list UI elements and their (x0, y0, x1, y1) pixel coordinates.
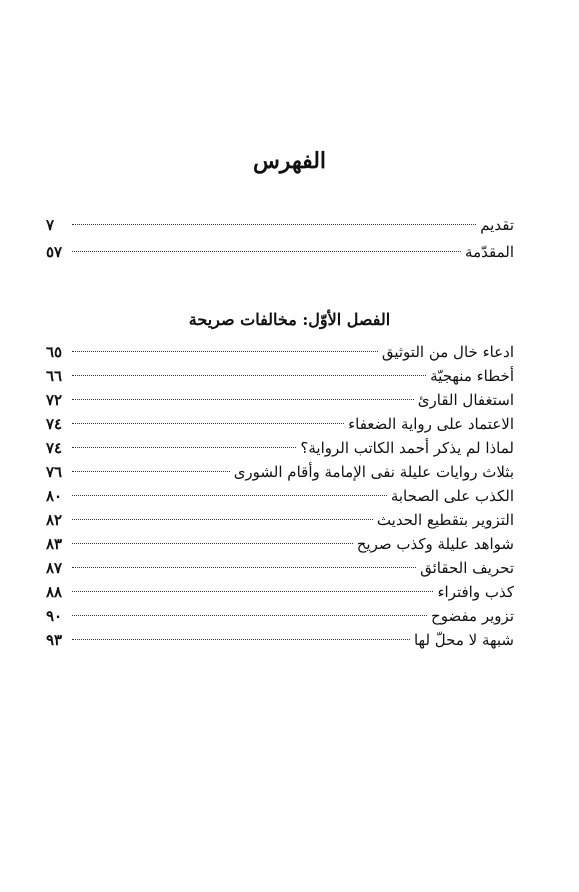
dot-leader (72, 495, 387, 496)
toc-entry-page: ٧ (46, 216, 55, 234)
toc-entry-title: ادعاء خال من التوثيق (381, 343, 514, 361)
toc-entry-title: أخطاء منهجيّة (430, 367, 514, 385)
dot-leader (72, 447, 296, 448)
toc-entry[interactable] (46, 508, 514, 532)
toc-entry[interactable] (46, 484, 514, 508)
dot-leader (72, 543, 353, 544)
toc-entry[interactable] (46, 412, 514, 436)
dot-leader (72, 375, 426, 376)
toc-entry-title: تحريف الحقائق (420, 559, 514, 577)
dot-leader (72, 471, 230, 472)
dot-leader (72, 224, 476, 225)
toc-entry-title: تقديم (480, 216, 514, 234)
toc-entry-page: ٧٦ (46, 463, 63, 481)
toc-entry-title: استغفال القارئ (417, 391, 514, 409)
toc-entry-title: بثلاث روايات عليلة نفى الإمامة وأقام الشورى (233, 463, 514, 481)
toc-entry[interactable] (46, 340, 514, 364)
toc-entry[interactable] (46, 212, 514, 239)
toc-entry-page: ٩٣ (46, 631, 63, 649)
toc-entry-title: كذب وافتراء (437, 583, 514, 601)
toc-entry[interactable] (46, 556, 514, 580)
dot-leader (72, 615, 427, 616)
dot-leader (72, 399, 414, 400)
toc-entry-title: الكذب على الصحابة (390, 487, 514, 505)
toc-entry-title: الاعتماد على رواية الضعفاء (348, 415, 514, 433)
dot-leader (72, 567, 416, 568)
toc-entry[interactable] (46, 388, 514, 412)
dot-leader (72, 423, 344, 424)
toc-entry-title: المقدّمة (465, 243, 514, 261)
toc-entry-page: ٨٠ (46, 487, 63, 505)
toc-entry-title: تزوير مفضوح (431, 607, 514, 625)
toc-entry[interactable] (46, 604, 514, 628)
index-title: الفهرس (252, 148, 327, 174)
chapter-heading: الفصل الأوّل: مخالفات صريحة (188, 310, 391, 329)
toc-entry-title: شبهة لا محلّ لها (413, 631, 514, 649)
toc-entry-page: ٨٧ (46, 559, 63, 577)
dot-leader (72, 351, 378, 352)
toc-entry-page: ٦٦ (46, 367, 63, 385)
toc-entry[interactable] (46, 460, 514, 484)
toc-entry[interactable] (46, 436, 514, 460)
toc-entry-page: ٩٠ (46, 607, 63, 625)
toc-entry-title: لماذا لم يذكر أحمد الكاتب الرواية؟ (300, 439, 514, 457)
dot-leader (72, 639, 410, 640)
toc-entry[interactable] (46, 532, 514, 556)
toc-entry-title: التزوير بتقطيع الحديث (376, 511, 514, 529)
toc-entry[interactable] (46, 364, 514, 388)
toc-entry-page: ٧٤ (46, 415, 63, 433)
dot-leader (72, 251, 461, 252)
toc-entry[interactable] (46, 628, 514, 652)
toc-entry-title: شواهد عليلة وكذب صريح (356, 535, 514, 553)
toc-entry-page: ٨٣ (46, 535, 63, 553)
intro-entries-list (46, 212, 514, 266)
toc-entry-page: ٧٢ (46, 391, 63, 409)
toc-entry-page: ٧٤ (46, 439, 63, 457)
chapter-entries-list (46, 340, 514, 652)
toc-entry-page: ٦٥ (46, 343, 63, 361)
dot-leader (72, 591, 433, 592)
toc-entry[interactable] (46, 580, 514, 604)
dot-leader (72, 519, 373, 520)
toc-entry-page: ٨٨ (46, 583, 63, 601)
toc-entry-page: ٨٢ (46, 511, 63, 529)
toc-entry[interactable] (46, 239, 514, 266)
toc-entry-page: ٥٧ (46, 243, 63, 261)
